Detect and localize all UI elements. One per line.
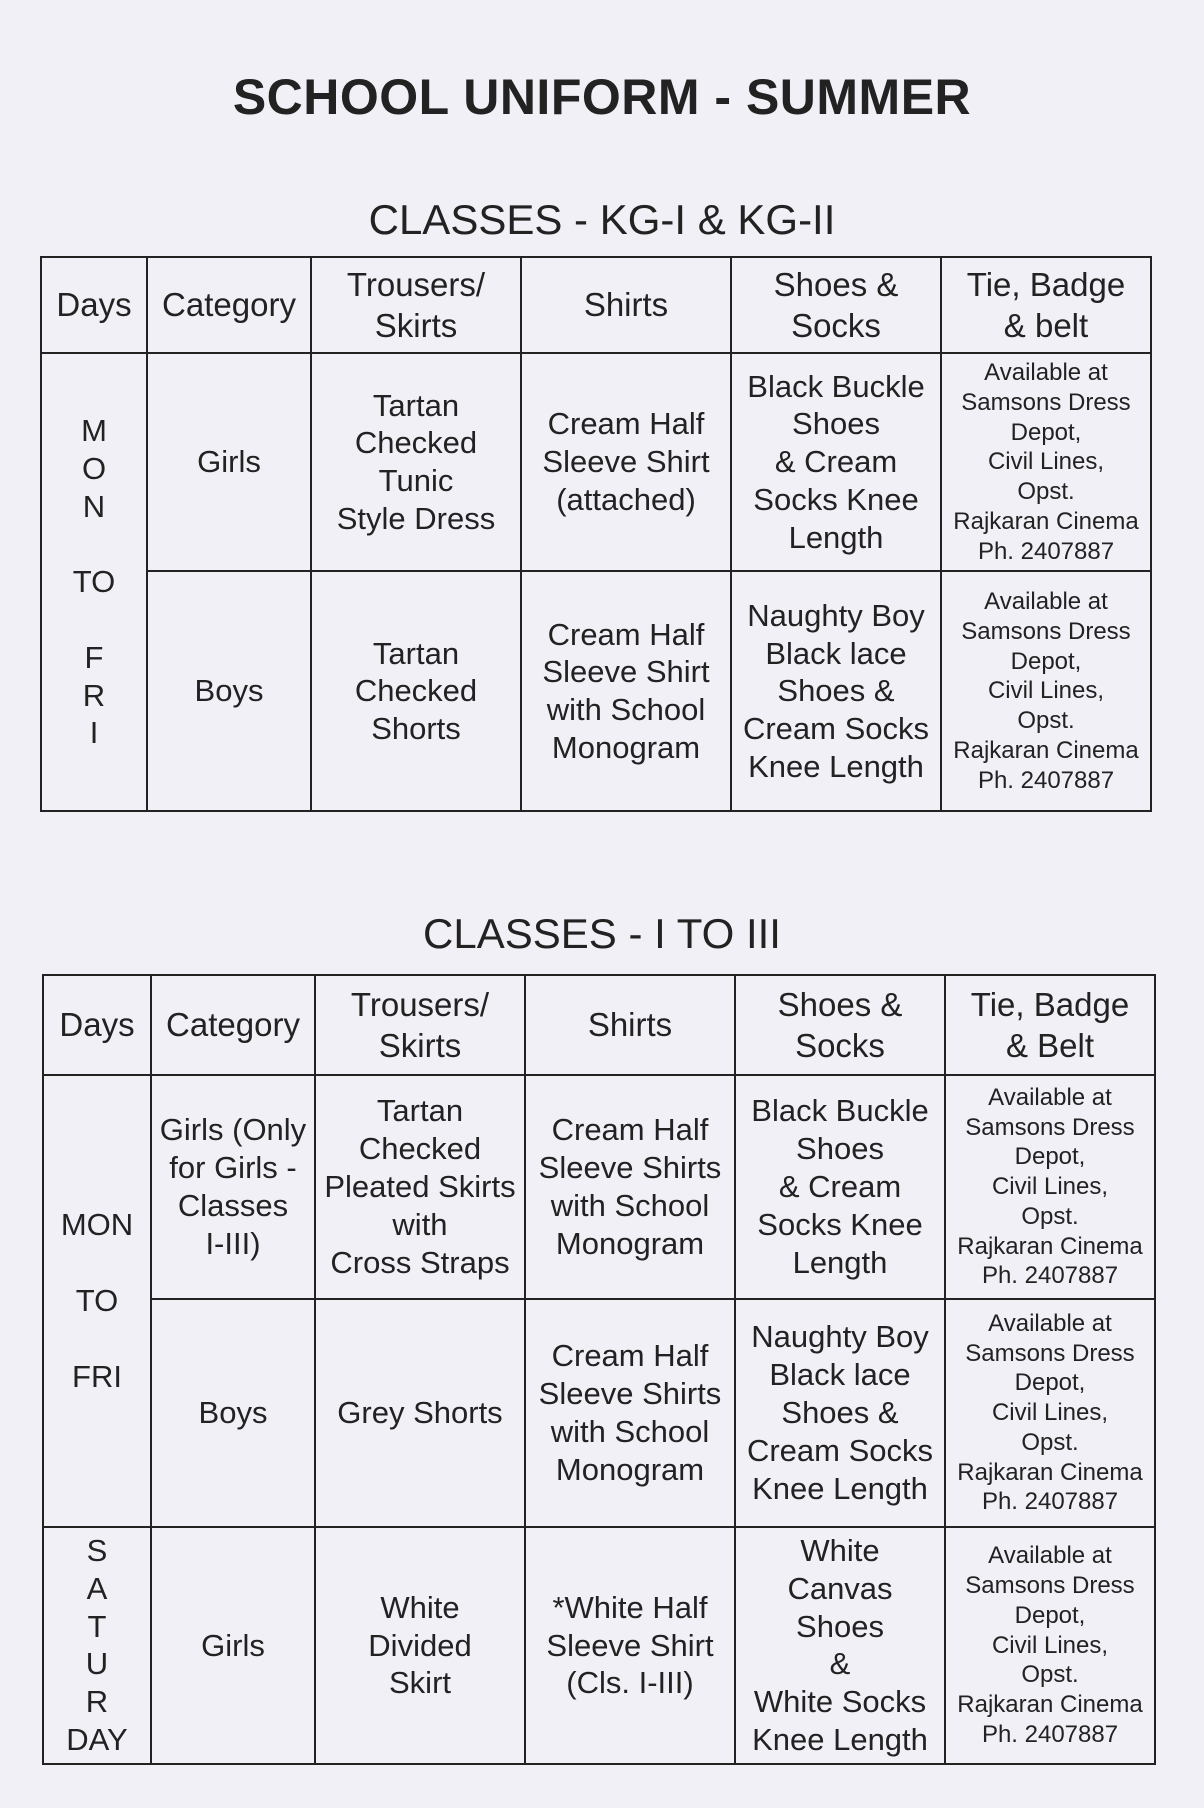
table-header-row (43, 975, 1155, 1075)
trousers-cell: White Divided Skirt (315, 1527, 525, 1764)
tie-cell: Available at Samsons Dress Depot, Civil Lines, Opst. Rajkaran Cinema Ph. 2407887 (941, 571, 1151, 811)
category-cell: Girls (Only for Girls - Classes I-III) (151, 1075, 315, 1299)
shirts-cell: Cream Half Sleeve Shirts with School Monogram (525, 1075, 735, 1299)
category-cell: Boys (151, 1299, 315, 1527)
days-cell: S A T U R DAY (43, 1527, 151, 1764)
header-category: Category (151, 975, 315, 1075)
header-shoes: Shoes & Socks (735, 975, 945, 1075)
uniform-table-kg (40, 256, 1152, 812)
shirts-cell: Cream Half Sleeve Shirts with School Monogram (525, 1299, 735, 1527)
header-days: Days (43, 975, 151, 1075)
table-row (43, 1075, 1155, 1299)
trousers-cell: Tartan Checked Shorts (311, 571, 521, 811)
uniform-table-classes-1-3 (42, 974, 1156, 1765)
tie-cell: Available at Samsons Dress Depot, Civil Lines, Opst. Rajkaran Cinema Ph. 2407887 (945, 1299, 1155, 1527)
category-cell: Boys (147, 571, 311, 811)
page-title: SCHOOL UNIFORM - SUMMER (232, 69, 972, 125)
header-shirts: Shirts (521, 257, 731, 353)
section-heading-classes-1-3: CLASSES - I TO III (423, 910, 781, 957)
section-heading-kg: CLASSES - KG-I & KG-II (368, 196, 836, 243)
table-row (43, 1527, 1155, 1764)
table-row (41, 353, 1151, 571)
category-cell: Girls (147, 353, 311, 571)
category-cell: Girls (151, 1527, 315, 1764)
tie-cell: Available at Samsons Dress Depot, Civil Lines, Opst. Rajkaran Cinema Ph. 2407887 (945, 1527, 1155, 1764)
shirts-cell: Cream Half Sleeve Shirt with School Monogram (521, 571, 731, 811)
table-row (41, 571, 1151, 811)
header-days: Days (41, 257, 147, 353)
header-trousers: Trousers/ Skirts (315, 975, 525, 1075)
shoes-cell: Black Buckle Shoes & Cream Socks Knee Length (735, 1075, 945, 1299)
trousers-cell: Tartan Checked Pleated Skirts with Cross Straps (315, 1075, 525, 1299)
days-cell: MON TO FRI (43, 1075, 151, 1527)
shoes-cell: Naughty Boy Black lace Shoes & Cream Socks Knee Length (735, 1299, 945, 1527)
header-trousers: Trousers/ Skirts (311, 257, 521, 353)
tie-cell: Available at Samsons Dress Depot, Civil Lines, Opst. Rajkaran Cinema Ph. 2407887 (945, 1075, 1155, 1299)
shoes-cell: Black Buckle Shoes & Cream Socks Knee Length (731, 353, 941, 571)
shirts-cell: *White Half Sleeve Shirt (Cls. I-III) (525, 1527, 735, 1764)
tie-cell: Available at Samsons Dress Depot, Civil Lines, Opst. Rajkaran Cinema Ph. 2407887 (941, 353, 1151, 571)
header-tie: Tie, Badge & Belt (945, 975, 1155, 1075)
shirts-cell: Cream Half Sleeve Shirt (attached) (521, 353, 731, 571)
header-shirts: Shirts (525, 975, 735, 1075)
shoes-cell: Naughty Boy Black lace Shoes & Cream Socks Knee Length (731, 571, 941, 811)
trousers-cell: Tartan Checked Tunic Style Dress (311, 353, 521, 571)
table-row (43, 1299, 1155, 1527)
header-tie: Tie, Badge & belt (941, 257, 1151, 353)
header-shoes: Shoes & Socks (731, 257, 941, 353)
days-cell: M O N TO F R I (41, 353, 147, 811)
shoes-cell: White Canvas Shoes & White Socks Knee Length (735, 1527, 945, 1764)
header-category: Category (147, 257, 311, 353)
trousers-cell: Grey Shorts (315, 1299, 525, 1527)
table-header-row (41, 257, 1151, 353)
